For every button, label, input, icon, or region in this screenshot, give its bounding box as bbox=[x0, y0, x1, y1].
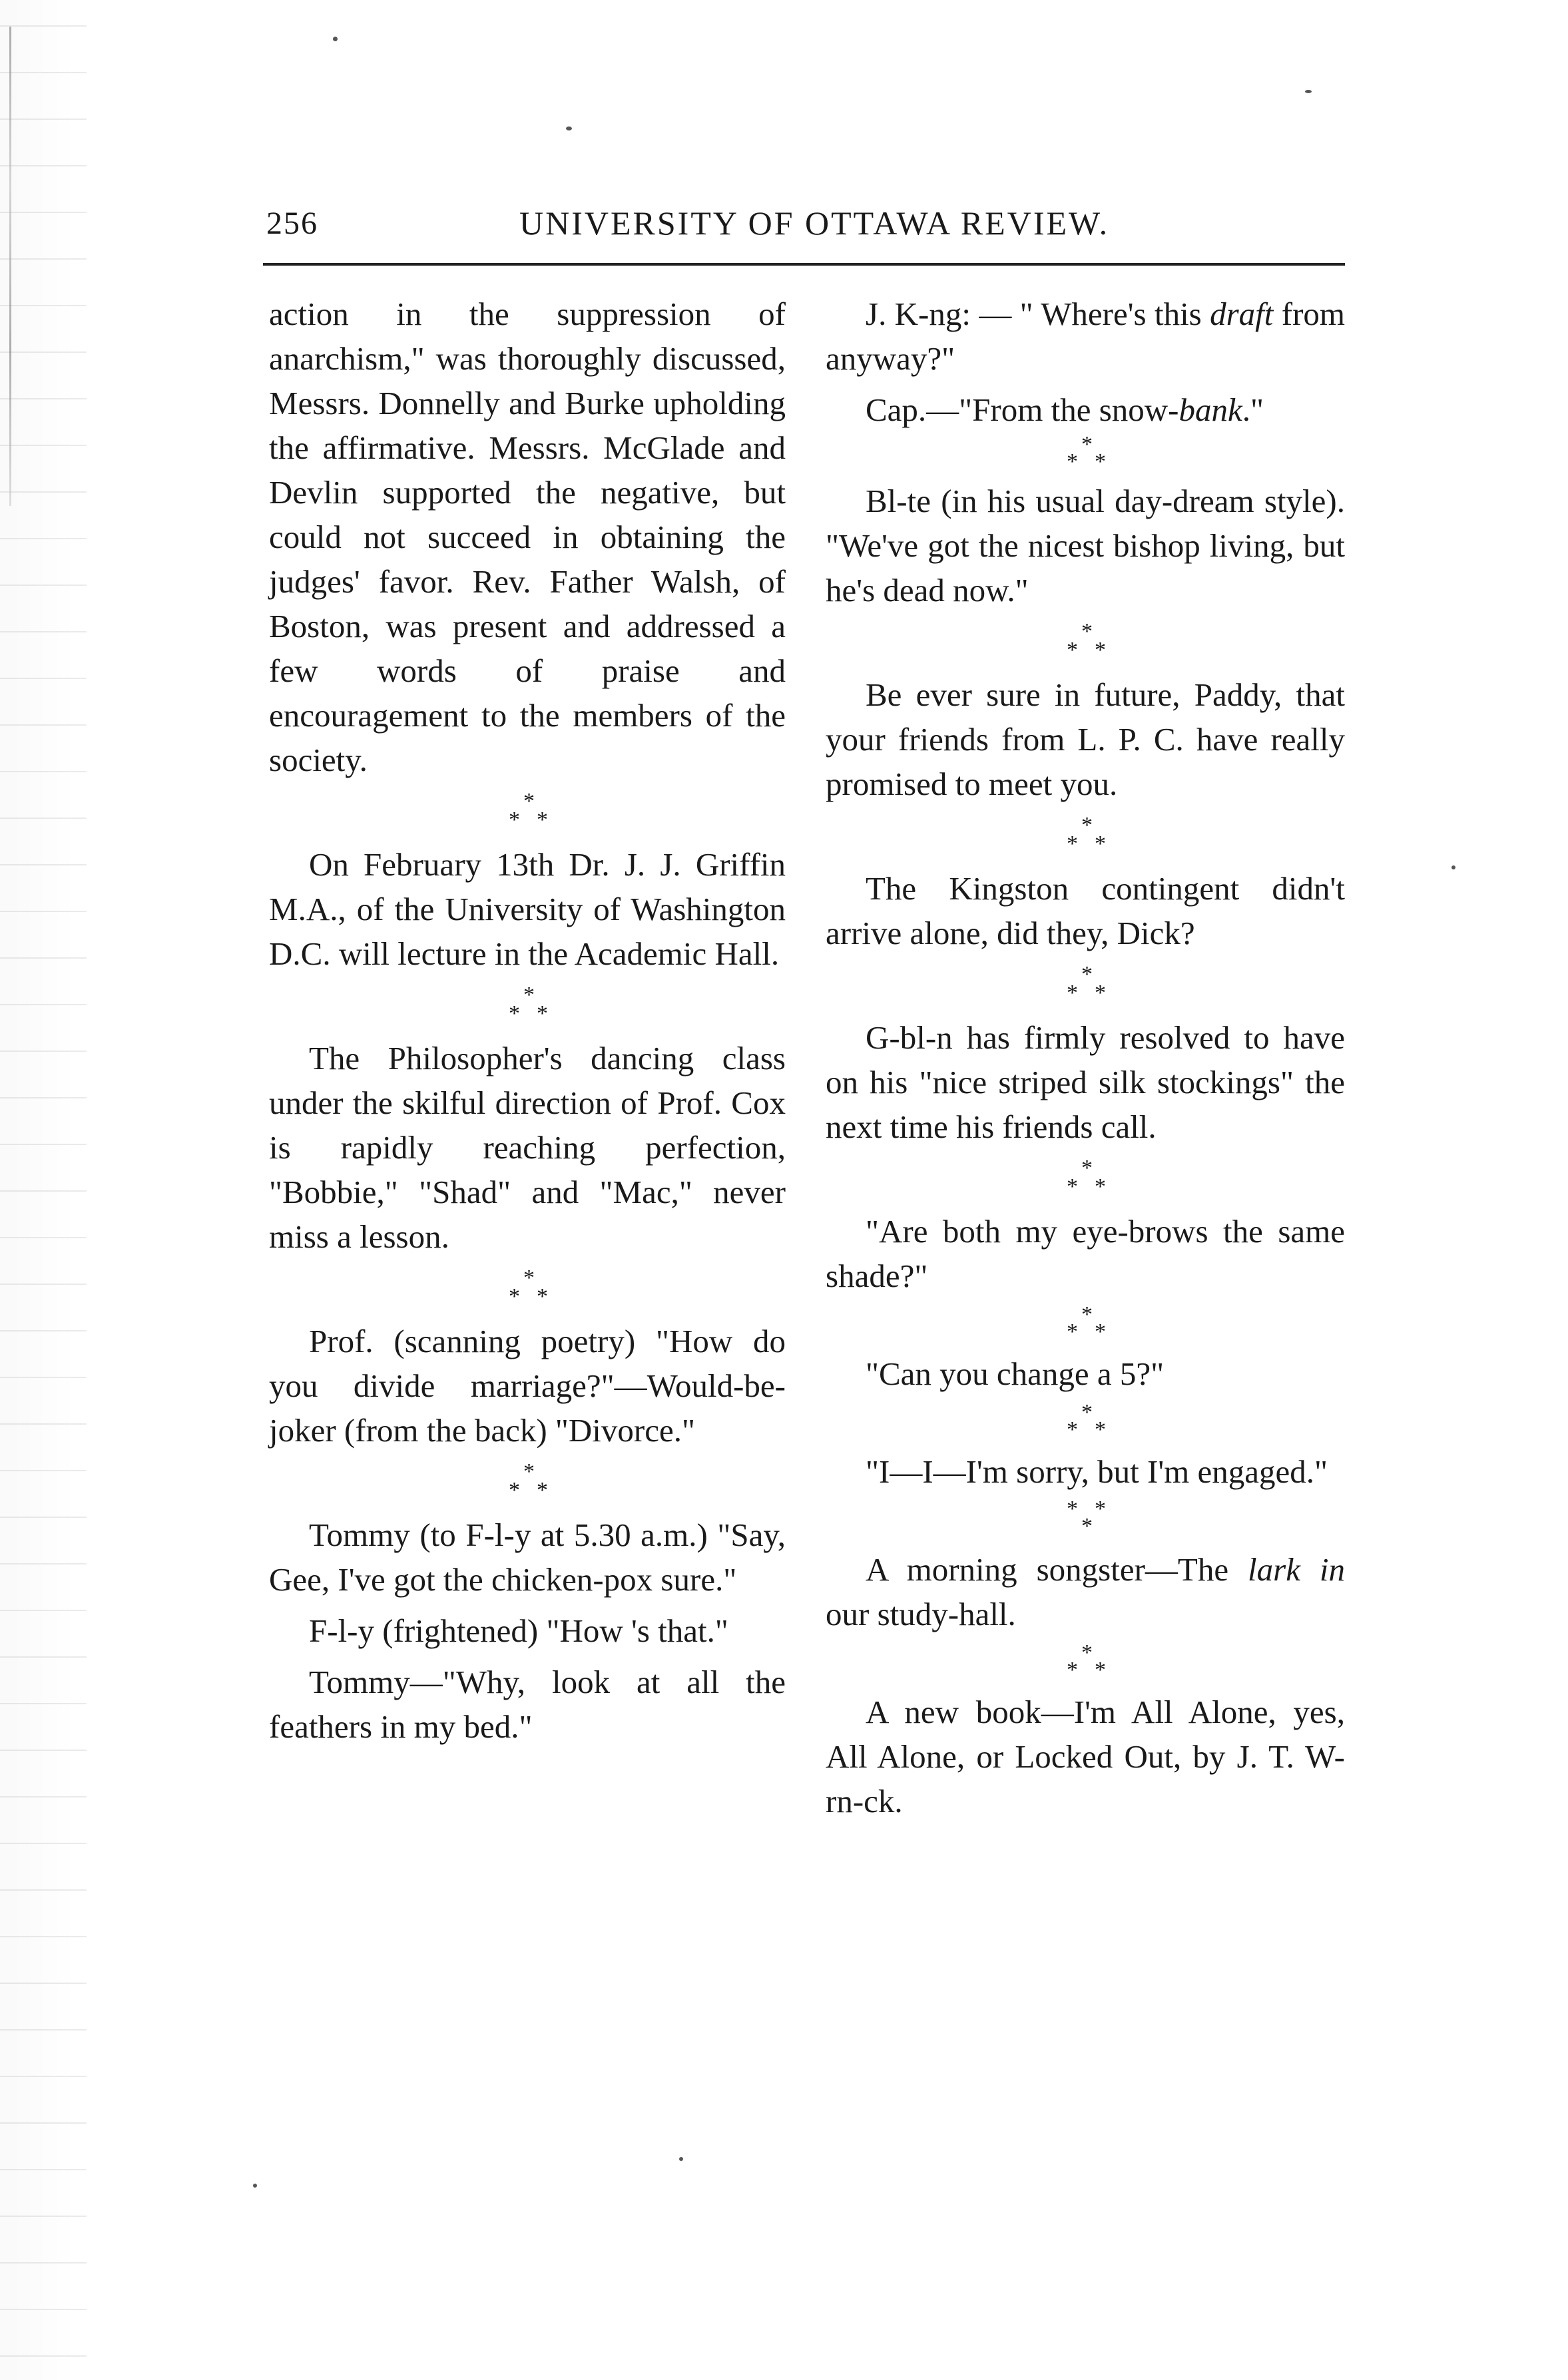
paragraph-eyebrows: "Are both my eye-brows the same shade?" bbox=[826, 1213, 1345, 1294]
running-title: UNIVERSITY OF OTTAWA REVIEW. bbox=[519, 204, 1110, 242]
left-column bbox=[269, 292, 786, 1749]
scan-edge-line bbox=[9, 27, 11, 506]
paragraph-kingston: The Kingston contingent didn't arrive alone, did they, Dick? bbox=[826, 870, 1345, 951]
scan-speck bbox=[1451, 865, 1455, 869]
asterism-divider: * * * bbox=[509, 1266, 548, 1309]
paragraph-change: "Can you change a 5?" bbox=[866, 1355, 1165, 1392]
asterism-divider: * * * bbox=[509, 1459, 548, 1503]
paragraph-engaged: "I—I—I'm sorry, but I'm engaged." bbox=[866, 1453, 1328, 1490]
asterism-divider: * * * bbox=[509, 983, 548, 1026]
asterism-divider: * * * bbox=[1067, 1156, 1106, 1199]
scan-speck bbox=[333, 37, 338, 41]
paragraph-paddy: Be ever sure in future, Paddy, that your friends from L. P. C. have really promised to meet you. bbox=[826, 676, 1345, 802]
paragraph-dancing-class: The Philosopher's dancing class under the skilful direction of Prof. Cox is rapidly reaching perfection, "Bobbie," "Shad" and "Mac," never miss a lesson. bbox=[269, 1040, 786, 1255]
paragraph-songster: A morning songster—The lark in our study-hall. bbox=[826, 1551, 1345, 1632]
asterism-divider: * * * bbox=[1067, 962, 1106, 1005]
page-number: 256 bbox=[266, 206, 318, 241]
paragraph-new-book: A new book—I'm All Alone, yes, All Alone, or Locked Out, by J. T. W-rn-ck. bbox=[826, 1694, 1345, 1819]
right-column bbox=[826, 292, 1345, 1823]
scan-speck bbox=[566, 126, 572, 130]
asterism-divider: * * * bbox=[1067, 1497, 1106, 1539]
scan-speck bbox=[679, 2157, 683, 2161]
asterism-divider: * * * bbox=[1067, 813, 1106, 856]
asterism-divider: * * * bbox=[1067, 1400, 1106, 1442]
paragraph-stockings: G-bl-n has firmly resolved to have on his "nice striped silk stockings" the next time his friends call. bbox=[826, 1019, 1345, 1145]
asterism-divider: * * * bbox=[1067, 1640, 1106, 1682]
paragraph-debate-report: action in the suppression of anarchism," was thoroughly discussed, Messrs. Donnelly and Burke upholding the affirmative. Messrs. McGlade and Devlin supported the negative, but could not succeed in obtaining the judges' favor. Rev. Father Walsh, of Boston, was present and addressed a few words of praise and encouragement to the members of the society. bbox=[269, 296, 786, 778]
paragraph-tommy-2: Tommy—"Why, look at all the feathers in my bed." bbox=[269, 1664, 786, 1745]
scan-speck bbox=[253, 2184, 257, 2188]
paragraph-lecture-notice: On February 13th Dr. J. J. Griffin M.A., of the University of Washington D.C. will lecture in the Academic Hall. bbox=[269, 846, 786, 972]
asterism-divider: * * * bbox=[1067, 432, 1106, 474]
paragraph-poetry-joke: Prof. (scanning poetry) "How do you divide marriage?"—Would-be-joker (from the back) "Divorce." bbox=[269, 1323, 786, 1449]
scan-speck bbox=[1305, 90, 1312, 93]
paragraph-draft-joke: J. K-ng: — " Where's this draft from anyway?" bbox=[826, 296, 1346, 377]
paragraph-bishop: Bl-te (in his usual day-dream style). "We've got the nicest bishop living, but he's dead now." bbox=[826, 483, 1345, 608]
scan-edge-shadow bbox=[0, 0, 87, 2380]
paragraph-tommy-1: Tommy (to F-l-y at 5.30 a.m.) "Say, Gee, I've got the chicken-pox sure." bbox=[269, 1517, 786, 1598]
paragraph-fly: F-l-y (frightened) "How 's that." bbox=[309, 1612, 728, 1649]
page-header bbox=[266, 200, 1345, 253]
asterism-divider: * * * bbox=[1067, 619, 1106, 662]
asterism-divider: * * * bbox=[509, 789, 548, 832]
paragraph-snowbank: Cap.—"From the snow-bank." bbox=[866, 391, 1264, 428]
header-rule bbox=[263, 263, 1345, 266]
asterism-divider: * * * bbox=[1067, 1302, 1106, 1344]
